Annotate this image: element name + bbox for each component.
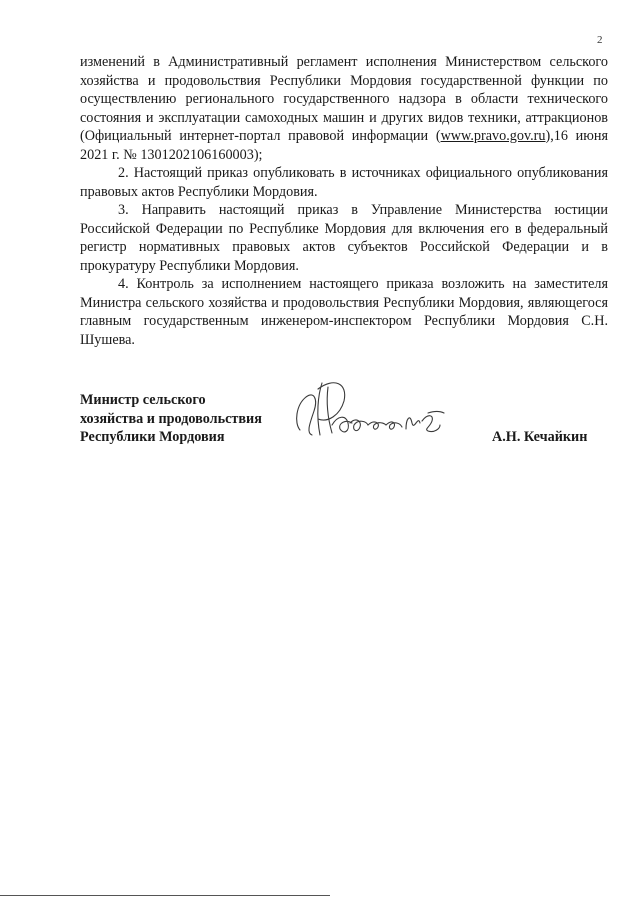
bottom-edge-rule bbox=[0, 895, 330, 896]
continuation-paragraph bbox=[80, 53, 608, 164]
page-number: 2 bbox=[597, 34, 603, 46]
handwritten-signature bbox=[288, 375, 448, 447]
item-3-paragraph: 3. Направить настоящий приказ в Управление Министерства юстиции Российской Федерации по Республике Мордовия для включения его в федеральный регистр нормативных правовых актов субъектов Российской Федерации и в прокуратуру Республики Мордовия. bbox=[80, 202, 608, 274]
position-line-3: Республики Мордовия bbox=[80, 429, 225, 446]
signatory-name: А.Н. Кечайкин bbox=[492, 429, 588, 445]
signatory-position bbox=[80, 391, 262, 447]
pravo-link[interactable]: www.pravo.gov.ru bbox=[440, 128, 546, 144]
position-line-1: Министр сельского bbox=[80, 392, 206, 408]
item-2-paragraph: 2. Настоящий приказ опубликовать в источниках официального опубликования правовых актов Республики Мордовия. bbox=[80, 165, 608, 200]
continuation-text: изменений в Административный регламент исполнения Министерством сельского хозяйства и продовольствия Республики Мордовия государственной функции по осуществлению регионального государственного надзора в области технического состояния и эксплуатации самоходных машин и других видов техники, аттракционов (Официальный интернет-портал правовой информации ( bbox=[80, 54, 608, 144]
position-line-2: хозяйства и продовольствия bbox=[80, 410, 262, 427]
item-4-paragraph: 4. Контроль за исполнением настоящего приказа возложить на заместителя Министра сельского хозяйства и продовольствия Республики Мордовия, являющегося главным государственным инженером-инспектором Республики Мордовия С.Н. Шушева. bbox=[80, 276, 608, 348]
continuation-tail: ),16 июня 2021 г. № 1301202106160003); bbox=[80, 128, 608, 163]
document-body bbox=[80, 53, 608, 349]
